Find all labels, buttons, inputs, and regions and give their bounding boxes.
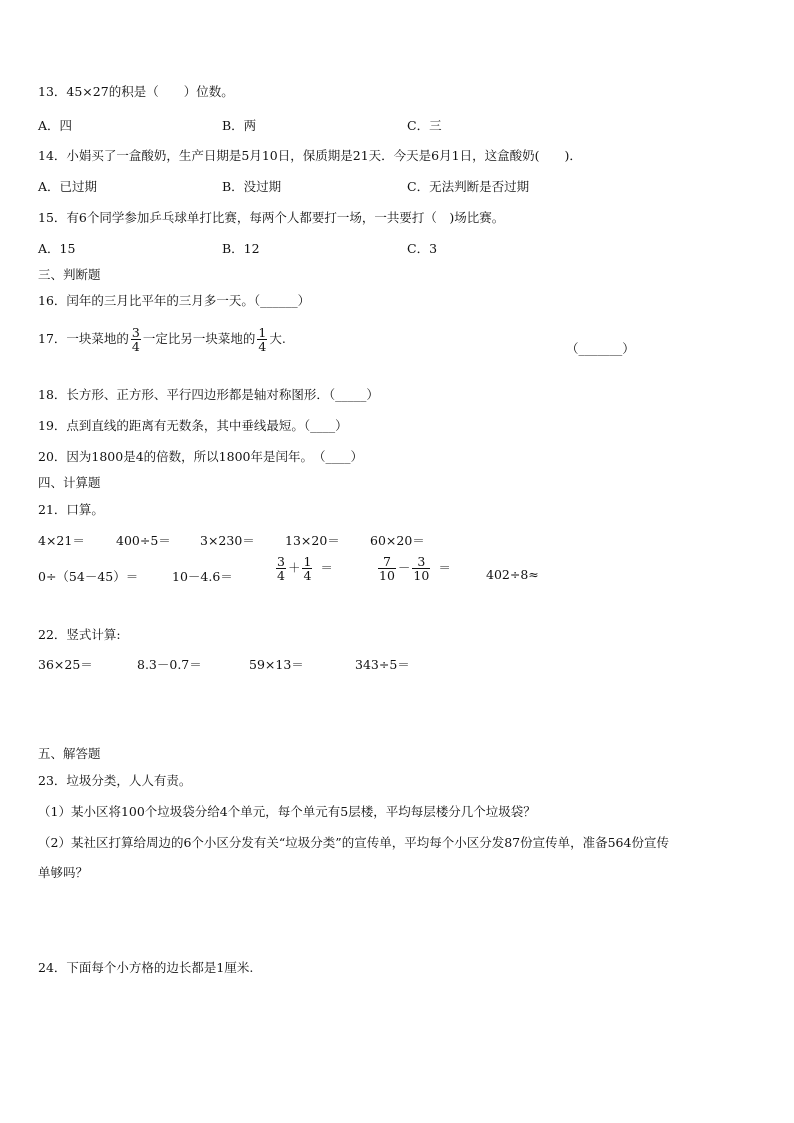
q23-part-2: （2）某社区打算给周边的6个小区分发有关“垃圾分类”的宣传单，平均每个小区分发87份宣传单，准备564份宣传 xyxy=(38,835,669,850)
q17-fraction-2: $\frac{1}{4}$ xyxy=(258,325,267,355)
q21-item: 10－4.6＝ xyxy=(172,569,233,584)
q23-title: 23．垃圾分类，人人有责。 xyxy=(38,773,192,788)
q16: 16．闰年的三月比平年的三月多一天。（______） xyxy=(38,293,311,308)
q13-option-c: C．三 xyxy=(407,118,442,133)
q22-title: 22．竖式计算: xyxy=(38,627,121,642)
q21-fraction-expression-2: $\frac{7}{10}$ － $\frac{3}{10}$ ＝ xyxy=(379,554,451,584)
q23-part-1: （1）某小区将100个垃圾袋分给4个单元，每个单元有5层楼，平均每层楼分几个垃圾袋？ xyxy=(38,804,536,819)
q19: 19．点到直线的距离有无数条，其中垂线最短。（____） xyxy=(38,418,348,433)
q22-item: 36×25＝ xyxy=(38,657,93,672)
q23-part-2-continued: 单够吗？ xyxy=(38,865,89,880)
q15-option-a: A．15 xyxy=(38,241,76,256)
q21-item: 400÷5＝ xyxy=(116,533,171,548)
fraction: $\frac{7}{10}$ xyxy=(379,554,395,584)
q21-item: 3×230＝ xyxy=(200,533,255,548)
q18: 18．长方形、正方形、平行四边形都是轴对称图形．（_____） xyxy=(38,387,379,402)
fraction: $\frac{3}{4}$ xyxy=(277,554,285,584)
q21-item: 4×21＝ xyxy=(38,533,85,548)
q14-stem: 14．小娟买了一盒酸奶，生产日期是5月10日，保质期是21天．今天是6月1日，这盒酸奶( )． xyxy=(38,148,582,163)
q21-title: 21．口算。 xyxy=(38,502,104,517)
q17-fraction-1: $\frac{3}{4}$ xyxy=(131,325,140,355)
q15-option-c: C．3 xyxy=(407,241,438,256)
q22-item: 8.3－0.7＝ xyxy=(137,657,202,672)
q21-item: 402÷8≈ xyxy=(486,567,539,582)
q22-item: 343÷5＝ xyxy=(355,657,410,672)
section-4-title: 四、计算题 xyxy=(38,475,101,490)
q14-option-a: A．已过期 xyxy=(38,179,98,194)
fraction: $\frac{3}{10}$ xyxy=(413,554,430,584)
q17-answer-blank: （_______） xyxy=(566,341,635,356)
q17-mid: 一定比另一块菜地的 xyxy=(142,331,256,347)
q24: 24．下面每个小方格的边长都是1厘米. xyxy=(38,960,254,975)
q21-item: 13×20＝ xyxy=(285,533,340,548)
q20: 20．因为1800是4的倍数，所以1800年是闰年。 （____） xyxy=(38,449,363,464)
q14-option-c: C．无法判断是否过期 xyxy=(407,179,530,194)
fraction: $\frac{1}{4}$ xyxy=(303,554,312,584)
q21-item: 0÷（54－45）＝ xyxy=(38,569,139,584)
q17 xyxy=(38,326,286,353)
section-3-title: 三、判断题 xyxy=(38,267,101,282)
q17-post: 大. xyxy=(269,331,286,347)
q21-fraction-expression-1: $\frac{3}{4}$ ＋ $\frac{1}{4}$ ＝ xyxy=(277,554,333,584)
q15-option-b: B．12 xyxy=(222,241,260,256)
q22-item: 59×13＝ xyxy=(249,657,304,672)
q13-option-a: A．四 xyxy=(38,118,73,133)
q17-pre: 17．一块菜地的 xyxy=(38,331,129,347)
q13-stem: 13．45×27的积是（ ）位数。 xyxy=(38,84,234,99)
q14-option-b: B．没过期 xyxy=(222,179,282,194)
section-5-title: 五、解答题 xyxy=(38,746,101,761)
q13-option-b: B．两 xyxy=(222,118,257,133)
q21-item: 60×20＝ xyxy=(370,533,425,548)
q15-stem: 15．有6个同学参加乒乓球单打比赛，每两个人都要打一场，一共要打（ )场比赛。 xyxy=(38,210,505,225)
